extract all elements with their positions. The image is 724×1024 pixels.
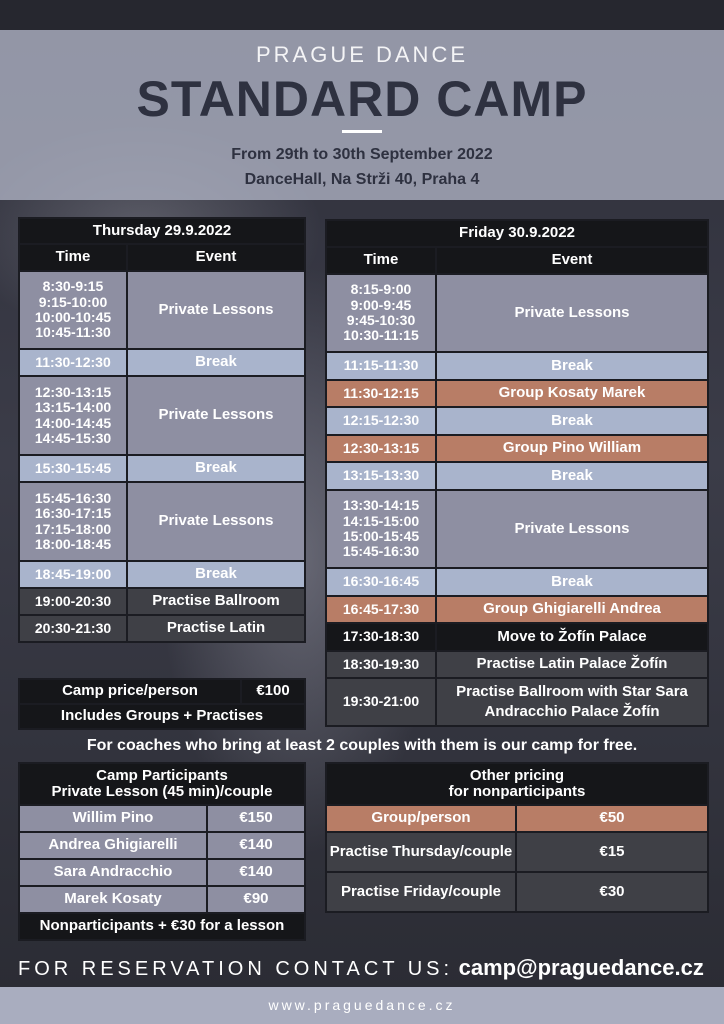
coach-price: €150: [207, 805, 305, 832]
event-cell: Private Lessons: [127, 271, 305, 349]
event-cell: Group Kosaty Marek: [436, 380, 708, 407]
header-title: STANDARD CAMP: [136, 71, 588, 127]
pricing-value: €50: [516, 805, 708, 832]
friday-schedule: [325, 219, 709, 727]
time-cell: 8:15-9:00 9:00-9:45 9:45-10:30 10:30-11:15: [326, 274, 436, 352]
reservation-contact: [18, 955, 708, 981]
header-banner: [0, 30, 724, 200]
pricing-value: €15: [516, 832, 708, 872]
time-header: Time: [19, 244, 127, 271]
participants-title: Camp Participants Private Lesson (45 min)/couple: [19, 763, 305, 805]
time-cell: 11:30-12:30: [19, 349, 127, 376]
time-cell: 11:15-11:30: [326, 352, 436, 380]
event-cell: Private Lessons: [436, 274, 708, 352]
top-strip: [0, 0, 724, 30]
coach-name: Marek Kosaty: [19, 886, 207, 913]
friday-day-header: Friday 30.9.2022: [326, 220, 708, 247]
time-cell: 19:00-20:30: [19, 588, 127, 615]
time-cell: 13:30-14:15 14:15-15:00 15:00-15:45 15:45-16:30: [326, 490, 436, 568]
coach-name: Andrea Ghigiarelli: [19, 832, 207, 859]
event-cell: Break: [127, 561, 305, 588]
coach-price: €90: [207, 886, 305, 913]
thursday-schedule: [18, 217, 306, 643]
time-cell: 15:45-16:30 16:30-17:15 17:15-18:00 18:00-18:45: [19, 482, 127, 561]
pricing-label: Practise Friday/couple: [326, 872, 516, 912]
header-subtitle: PRAGUE DANCE: [255, 42, 469, 67]
pricing-value: €30: [516, 872, 708, 912]
nonparticipants-note: Nonparticipants + €30 for a lesson: [19, 913, 305, 940]
event-header: Event: [127, 244, 305, 271]
free-camp-notice: For coaches who bring at least 2 couples with them is our camp for free.: [86, 737, 638, 754]
event-cell: Group Pino William: [436, 435, 708, 462]
event-cell: Practise Latin Palace Žofín: [436, 651, 708, 678]
other-pricing-title: Other pricing for nonparticipants: [326, 763, 708, 805]
event-cell: Move to Žofín Palace: [436, 623, 708, 651]
header-divider: [342, 130, 382, 133]
time-cell: 16:45-17:30: [326, 596, 436, 623]
time-cell: 8:30-9:15 9:15-10:00 10:00-10:45 10:45-11:30: [19, 271, 127, 349]
time-cell: 20:30-21:30: [19, 615, 127, 642]
camp-price-label: Camp price/person: [19, 679, 241, 704]
camp-price-includes: Includes Groups + Practises: [19, 704, 305, 729]
coach-price: €140: [207, 832, 305, 859]
event-cell: Break: [436, 568, 708, 596]
event-cell: Private Lessons: [436, 490, 708, 568]
event-cell: Break: [127, 349, 305, 376]
coach-price: €140: [207, 859, 305, 886]
pricing-label: Group/person: [326, 805, 516, 832]
coach-name: Willim Pino: [19, 805, 207, 832]
header-dates: From 29th to 30th September 2022: [231, 146, 493, 163]
other-pricing: [325, 762, 709, 913]
time-cell: 17:30-18:30: [326, 623, 436, 651]
event-cell: Practise Ballroom with Star Sara Andracchio Palace Žofín: [436, 678, 708, 726]
event-cell: Private Lessons: [127, 482, 305, 561]
contact-email[interactable]: camp@praguedance.cz: [458, 955, 704, 980]
camp-price-value: €100: [241, 679, 305, 704]
thursday-day-header: Thursday 29.9.2022: [19, 218, 305, 244]
event-cell: Break: [436, 407, 708, 435]
contact-label: FOR RESERVATION CONTACT US:: [18, 958, 454, 980]
time-header: Time: [326, 247, 436, 274]
time-cell: 12:30-13:15: [326, 435, 436, 462]
event-cell: Break: [436, 352, 708, 380]
time-cell: 13:15-13:30: [326, 462, 436, 490]
time-cell: 18:30-19:30: [326, 651, 436, 678]
pricing-label: Practise Thursday/couple: [326, 832, 516, 872]
footer-url[interactable]: www.praguedance.cz: [0, 987, 724, 1024]
time-cell: 19:30-21:00: [326, 678, 436, 726]
time-cell: 11:30-12:15: [326, 380, 436, 407]
event-cell: Group Ghigiarelli Andrea: [436, 596, 708, 623]
time-cell: 18:45-19:00: [19, 561, 127, 588]
time-cell: 15:30-15:45: [19, 455, 127, 482]
time-cell: 16:30-16:45: [326, 568, 436, 596]
event-header: Event: [436, 247, 708, 274]
event-cell: Break: [127, 455, 305, 482]
event-cell: Practise Latin: [127, 615, 305, 642]
header-venue: DanceHall, Na Strži 40, Praha 4: [244, 171, 480, 188]
event-cell: Break: [436, 462, 708, 490]
participants-pricing: [18, 762, 306, 941]
coach-name: Sara Andracchio: [19, 859, 207, 886]
event-cell: Practise Ballroom: [127, 588, 305, 615]
time-cell: 12:15-12:30: [326, 407, 436, 435]
camp-price-box: [18, 678, 306, 730]
event-cell: Private Lessons: [127, 376, 305, 455]
time-cell: 12:30-13:15 13:15-14:00 14:00-14:45 14:45-15:30: [19, 376, 127, 455]
